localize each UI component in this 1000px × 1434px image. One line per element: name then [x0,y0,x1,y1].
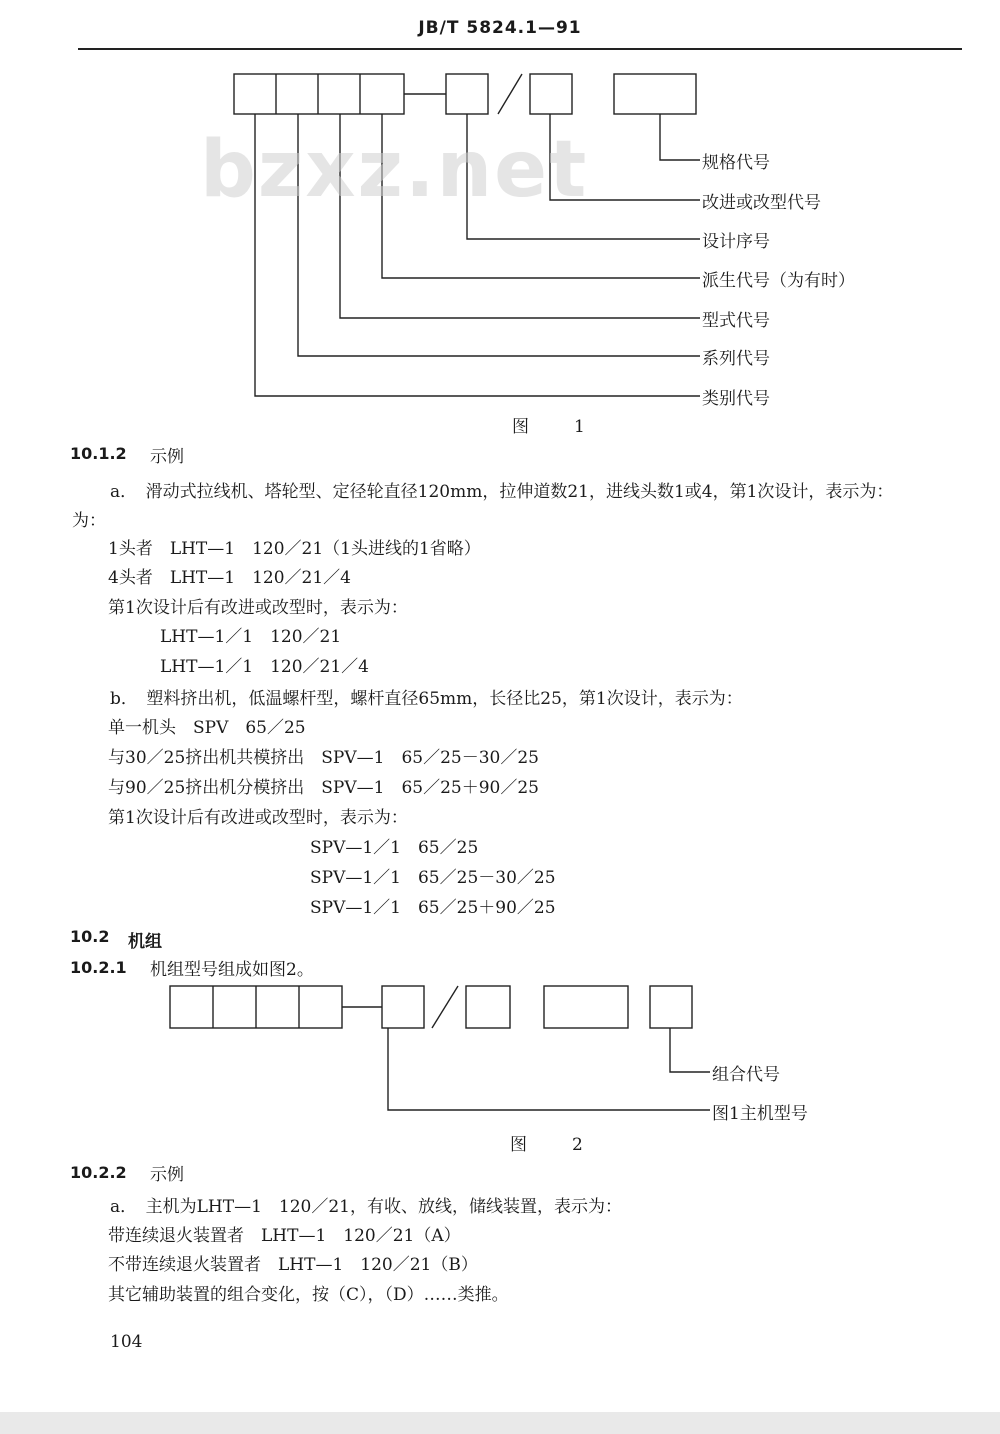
figure2-caption: 图 2 [510,1135,597,1155]
example-b-line-4: 第1次设计后有改进或改型时，表示为： [108,808,408,828]
watermark: bzxz.net [200,125,589,215]
section-title-10-2: 机组 [128,932,162,952]
fig1-label-derived: 派生代号（为有时） [702,271,855,291]
example-b-line-1: 单一机头 SPV 65／25 [108,718,306,738]
section-title-10-1-2: 示例 [150,447,184,467]
example-b-line-2: 与30／25挤出机共模挤出 SPV—1 65／25－30／25 [108,748,539,768]
page-number: 104 [110,1332,143,1352]
figure2-diagram [0,960,1000,1130]
section-heading-10-2: 10.2 [70,927,110,946]
section-heading-10-1-2: 10.1.2 [70,444,127,463]
example-a-intro-cont: 为： [72,511,106,531]
fig1-label-series: 系列代号 [702,349,770,369]
example-b-line-3: 与90／25挤出机分模挤出 SPV—1 65／25＋90／25 [108,778,539,798]
example-b-line-5: SPV—1／1 65／25 [310,838,479,858]
section-heading-10-2-1: 10.2.1 [70,958,127,977]
fig1-label-design: 设计序号 [702,232,770,252]
fig1-label-category: 类别代号 [702,389,770,409]
example-a-line-3: 第1次设计后有改进或改型时，表示为： [108,598,408,618]
example-c-line-2: 不带连续退火装置者 LHT—1 120／21（B） [108,1255,478,1275]
example-a-line-2: 4头者 LHT—1 120／21／4 [108,568,351,588]
example-a-line-1: 1头者 LHT—1 120／21（1头进线的1省略） [108,539,481,559]
bottom-bar [0,1412,1000,1434]
fig2-label-main: 图1主机型号 [712,1104,808,1124]
example-a-line-4: LHT—1／1 120／21 [160,627,342,647]
example-c-line-1: 带连续退火装置者 LHT—1 120／21（A） [108,1226,461,1246]
example-b-intro: b． 塑料挤出机，低温螺杆型，螺杆直径65mm，长径比25，第1次设计，表示为： [110,689,743,709]
fig1-label-spec: 规格代号 [702,153,770,173]
example-b-line-7: SPV—1／1 65／25＋90／25 [310,898,556,918]
section-text-10-2-1: 机组型号组成如图2。 [150,960,314,980]
example-c-line-3: 其它辅助装置的组合变化，按（C），（D）……类推。 [108,1285,509,1305]
fig1-label-type: 型式代号 [702,311,770,331]
fig2-label-combo: 组合代号 [712,1065,780,1085]
example-a-line-5: LHT—1／1 120／21／4 [160,657,369,677]
fig1-label-improve: 改进或改型代号 [702,193,821,213]
example-a-intro: a． 滑动式拉线机、塔轮型、定径轮直径120mm，拉伸道数21，进线头数1或4，第1次设计，表示为： [110,482,894,502]
section-title-10-2-2: 示例 [150,1165,184,1185]
page-header: JB/T 5824.1—91 [418,18,582,38]
example-c-intro: a． 主机为LHT—1 120／21，有收、放线，储线装置，表示为： [110,1197,622,1217]
section-heading-10-2-2: 10.2.2 [70,1163,127,1182]
example-b-line-6: SPV—1／1 65／25－30／25 [310,868,556,888]
figure1-caption: 图 1 [512,417,599,437]
